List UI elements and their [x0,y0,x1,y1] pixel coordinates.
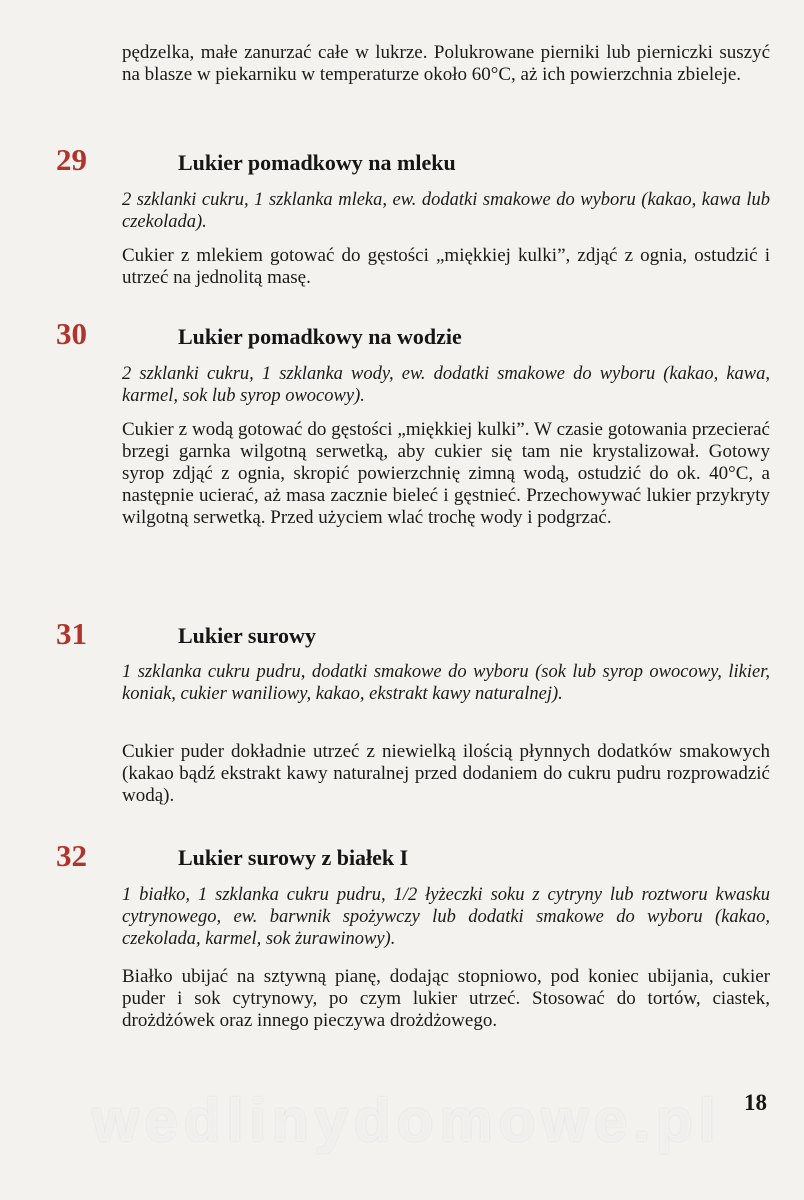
recipe-number-29: 29 [56,142,87,177]
recipe-title-31: Lukier surowy [178,623,316,648]
recipe-title-32: Lukier surowy z białek I [178,845,409,870]
recipe-title-29: Lukier pomadkowy na mleku [178,150,456,175]
recipe-instructions-31: Cukier puder dokładnie utrzeć z niewielką ilością płynnych dodatków smakowych (kakao bądź ekstrakt kawy naturalnej przed dodaniem do cukru pudru rozprowadzić wodą). [122,741,770,806]
recipe-title-30: Lukier pomadkowy na wodzie [178,324,462,349]
recipe-ingredients-29: 2 szklanki cukru, 1 szklanka mleka, ew. dodatki smakowe do wyboru (kakao, kawa lub czekolada). [122,190,770,232]
watermark: wedlinydomowe.pl [92,1087,722,1154]
recipe-number-32: 32 [56,838,87,873]
page-number: 18 [744,1090,767,1115]
recipe-instructions-32: Białko ubijać na sztywną pianę, dodając stopniowo, pod koniec ubijania, cukier puder i sok cytrynowy, po czym lukier utrzeć. Stosować do tortów, ciastek, drożdżówek oraz innego pieczywa drożdżowego. [122,966,770,1031]
recipe-instructions-30: Cukier z wodą gotować do gęstości „miękkiej kulki”. W czasie gotowania przecierać brzegi garnka wilgotną serwetką, aby cukier się tam nie krystalizował. Gotowy syrop zdjąć z ognia, skropić powierzchnię zimną wodą, ostudzić do ok. 40°C, a następnie ucierać, aż masa zacznie bieleć i gęstnieć. Przechowywać lukier przykryty wilgotną serwetką. Przed użyciem wlać trochę wody i podgrzać. [122,419,770,528]
recipe-ingredients-31: 1 szklanka cukru pudru, dodatki smakowe do wyboru (sok lub syrop owocowy, likier, koniak, cukier waniliowy, kakao, ekstrakt kawy naturalnej). [122,662,770,704]
recipe-number-30: 30 [56,316,87,351]
intro-paragraph: pędzelka, małe zanurzać całe w lukrze. Polukrowane pierniki lub pierniczki suszyć na blasze w piekarniku w temperaturze około 60°C, aż ich powierzchnia zbieleje. [122,42,770,85]
recipe-instructions-29: Cukier z mlekiem gotować do gęstości „miękkiej kulki”, zdjąć z ognia, ostudzić i utrzeć na jednolitą masę. [122,245,770,288]
recipe-ingredients-30: 2 szklanki cukru, 1 szklanka wody, ew. dodatki smakowe do wyboru (kakao, kawa, karmel, sok lub syrop owocowy). [122,364,770,406]
recipe-number-31: 31 [56,616,87,651]
recipe-ingredients-32: 1 białko, 1 szklanka cukru pudru, 1/2 łyżeczki soku z cytryny lub roztworu kwasku cytrynowego, ew. barwnik spożywczy lub dodatki smakowe do wyboru (kakao, czekolada, karmel, sok żurawinowy). [122,885,770,949]
